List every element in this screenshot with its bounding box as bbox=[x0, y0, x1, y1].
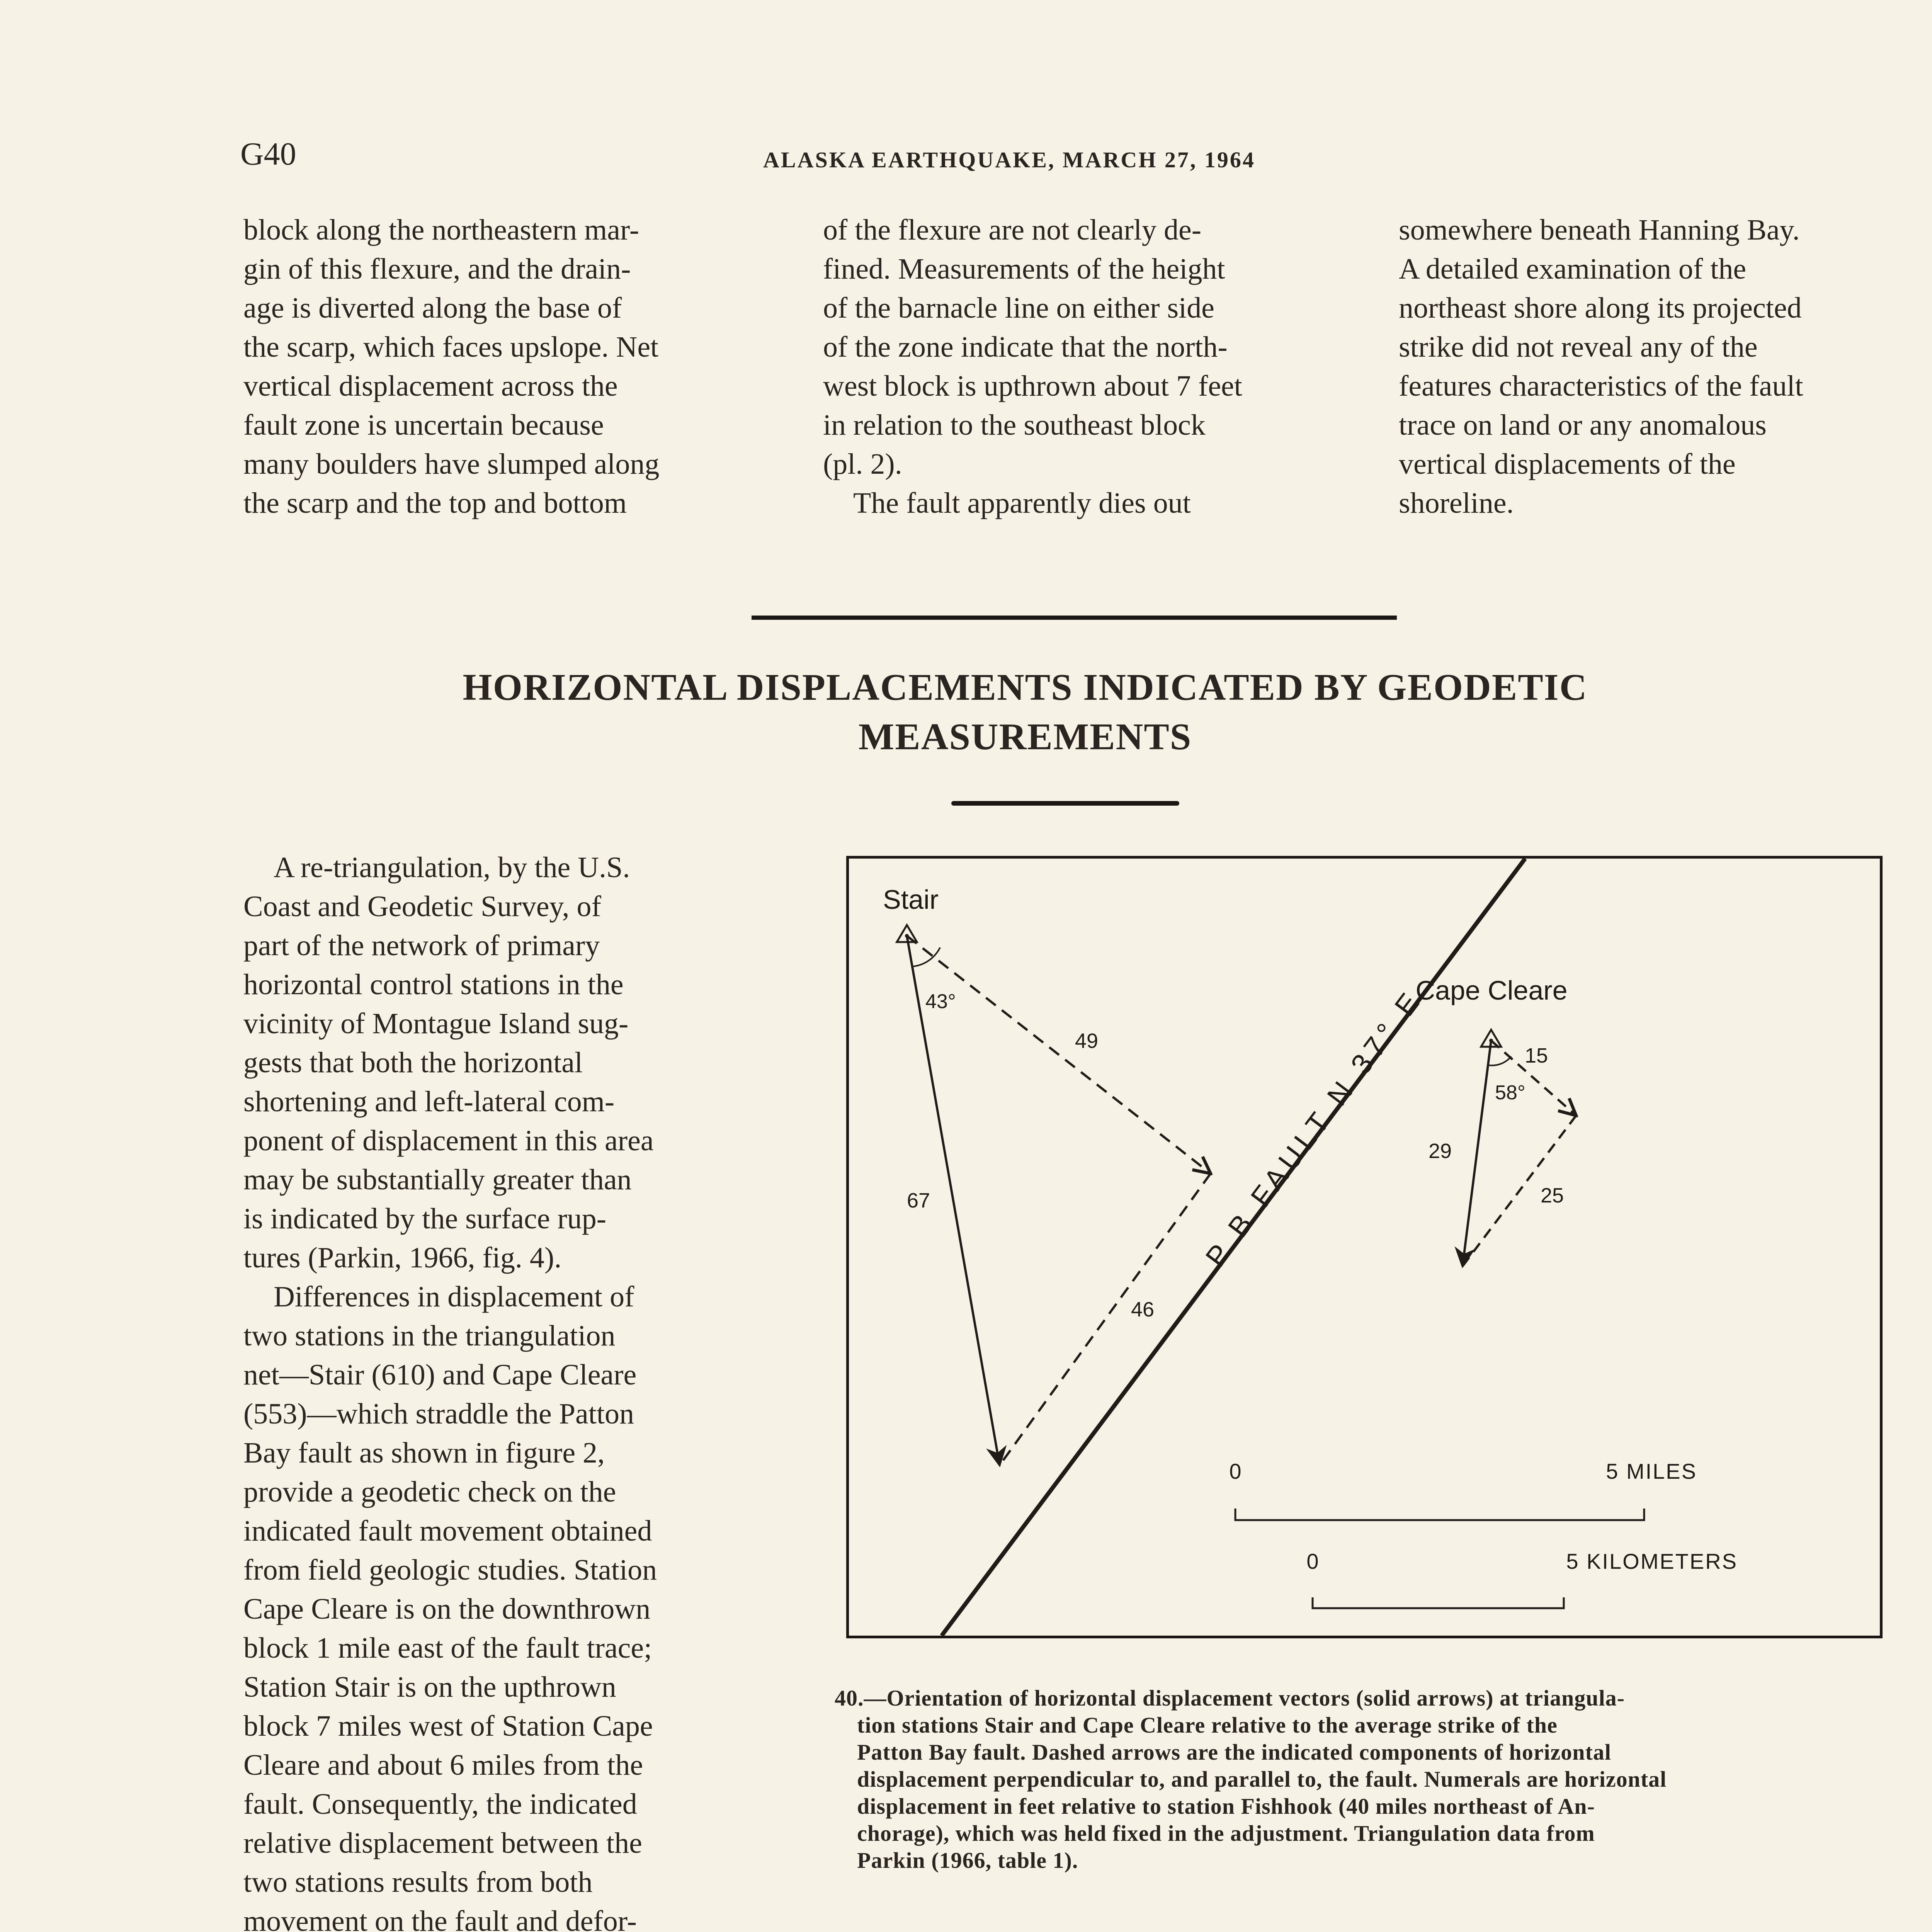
text-line: trace on land or any anomalous bbox=[1399, 409, 1767, 441]
text-line: provide a geodetic check on the bbox=[243, 1476, 616, 1508]
text-line: fault. Consequently, the indicated bbox=[243, 1788, 637, 1820]
section-heading bbox=[0, 663, 1932, 762]
text-line: two stations results from both bbox=[243, 1866, 593, 1898]
text-line: vertical displacements of the bbox=[1399, 448, 1736, 480]
top-column-3 bbox=[1399, 211, 1897, 523]
cape-parallel-value: 25 bbox=[1541, 1184, 1564, 1207]
text-line: horizontal control stations in the bbox=[243, 968, 624, 1001]
text-line: in relation to the southeast block bbox=[823, 409, 1206, 441]
text-line: of the flexure are not clearly de- bbox=[823, 214, 1202, 246]
text-line: of the barnacle line on either side bbox=[823, 292, 1214, 324]
text-line: two stations in the triangulation bbox=[243, 1320, 616, 1352]
miles-scale-label: 5 MILES bbox=[1606, 1459, 1697, 1483]
text-line: may be substantially greater than bbox=[243, 1163, 632, 1196]
text-line: net—Stair (610) and Cape Cleare bbox=[243, 1359, 637, 1391]
top-column-2 bbox=[823, 211, 1318, 523]
miles-scale-bar bbox=[1235, 1509, 1644, 1520]
text-line: Bay fault as shown in figure 2, bbox=[243, 1437, 605, 1469]
text-line: strike did not reveal any of the bbox=[1399, 331, 1758, 363]
text-line: Cleare and about 6 miles from the bbox=[243, 1749, 643, 1781]
km-scale-zero: 0 bbox=[1306, 1549, 1319, 1573]
stair-total-value: 67 bbox=[907, 1189, 930, 1212]
stair-perpendicular-value: 49 bbox=[1075, 1029, 1099, 1053]
text-line: (pl. 2). bbox=[823, 448, 902, 480]
section-heading-line-1: HORIZONTAL DISPLACEMENTS INDICATED BY GEODETIC bbox=[463, 667, 1588, 708]
text-line: A re-triangulation, by the U.S. bbox=[274, 851, 630, 884]
caption-line: chorage), which was held fixed in the adjustment. Triangulation data from bbox=[857, 1821, 1595, 1846]
text-line: relative displacement between the bbox=[243, 1827, 642, 1859]
section-rule-top bbox=[752, 616, 1397, 620]
text-line: many boulders have slumped along bbox=[243, 448, 660, 480]
text-line: from field geologic studies. Station bbox=[243, 1554, 657, 1586]
text-line: features characteristics of the fault bbox=[1399, 370, 1803, 402]
figure-caption bbox=[835, 1685, 1870, 1874]
stair-angle-label: 43° bbox=[925, 990, 956, 1013]
text-line: shortening and left-lateral com- bbox=[243, 1085, 615, 1118]
text-line: Station Stair is on the upthrown bbox=[243, 1671, 616, 1703]
stair-perpendicular-component bbox=[907, 936, 1211, 1173]
text-line: west block is upthrown about 7 feet bbox=[823, 370, 1242, 402]
section-rule-bottom bbox=[951, 801, 1179, 806]
text-line: part of the network of primary bbox=[243, 929, 600, 962]
text-line: (553)—which straddle the Patton bbox=[243, 1398, 634, 1430]
fault-label: P B FAULT N 37° E bbox=[1199, 983, 1429, 1273]
text-line: A detailed examination of the bbox=[1399, 253, 1747, 285]
section-heading-line-2: MEASUREMENTS bbox=[858, 716, 1192, 758]
stair-label: Stair bbox=[883, 884, 939, 915]
cape-perpendicular-value: 15 bbox=[1525, 1044, 1548, 1067]
text-line: gin of this flexure, and the drain- bbox=[243, 253, 631, 285]
figure-40-diagram bbox=[849, 859, 1880, 1636]
caption-line: 40.—Orientation of horizontal displacement vectors (solid arrows) at triangula- bbox=[835, 1685, 1625, 1711]
text-line: tures (Parkin, 1966, fig. 4). bbox=[243, 1242, 562, 1274]
text-line: northeast shore along its projected bbox=[1399, 292, 1802, 324]
text-line: block 7 miles west of Station Cape bbox=[243, 1710, 653, 1742]
caption-line: displacement perpendicular to, and parallel to, the fault. Numerals are horizontal bbox=[857, 1767, 1667, 1792]
text-line: ponent of displacement in this area bbox=[243, 1124, 654, 1157]
stair-parallel-value: 46 bbox=[1131, 1298, 1155, 1321]
text-line: vicinity of Montague Island sug- bbox=[243, 1007, 629, 1040]
text-line: indicated fault movement obtained bbox=[243, 1515, 652, 1547]
text-line: shoreline. bbox=[1399, 487, 1514, 519]
text-line: somewhere beneath Hanning Bay. bbox=[1399, 214, 1800, 246]
text-line: fault zone is uncertain because bbox=[243, 409, 604, 441]
text-line: Differences in displacement of bbox=[274, 1281, 634, 1313]
left-column bbox=[243, 848, 742, 1932]
cape-angle-label: 58° bbox=[1495, 1082, 1526, 1104]
page-number: G40 bbox=[240, 136, 296, 172]
angle-arc bbox=[1489, 1056, 1511, 1065]
text-line: gests that both the horizontal bbox=[243, 1046, 583, 1079]
text-line: is indicated by the surface rup- bbox=[243, 1202, 607, 1235]
top-column-1 bbox=[243, 211, 742, 523]
text-line: The fault apparently dies out bbox=[853, 487, 1191, 519]
text-line: the scarp, which faces upslope. Net bbox=[243, 331, 659, 363]
caption-line: tion stations Stair and Cape Cleare relative to the average strike of the bbox=[857, 1713, 1558, 1738]
caption-line: Parkin (1966, table 1). bbox=[857, 1848, 1078, 1873]
caption-line: displacement in feet relative to station Fishhook (40 miles northeast of An- bbox=[857, 1794, 1595, 1819]
text-line: Cape Cleare is on the downthrown bbox=[243, 1593, 651, 1625]
running-title: ALASKA EARTHQUAKE, MARCH 27, 1964 bbox=[763, 147, 1255, 172]
text-line: movement on the fault and defor- bbox=[243, 1905, 637, 1932]
text-line: of the zone indicate that the north- bbox=[823, 331, 1228, 363]
text-line: block 1 mile east of the fault trace; bbox=[243, 1632, 652, 1664]
text-line: block along the northeastern mar- bbox=[243, 214, 639, 246]
text-line: vertical displacement across the bbox=[243, 370, 618, 402]
caption-line: Patton Bay fault. Dashed arrows are the indicated components of horizontal bbox=[857, 1740, 1611, 1765]
miles-scale-zero: 0 bbox=[1229, 1459, 1242, 1483]
text-line: Coast and Geodetic Survey, of bbox=[243, 890, 601, 923]
cape-total-value: 29 bbox=[1429, 1139, 1452, 1163]
text-line: fined. Measurements of the height bbox=[823, 253, 1225, 285]
text-line: the scarp and the top and bottom bbox=[243, 487, 627, 519]
km-scale-bar bbox=[1313, 1597, 1564, 1608]
figure-40 bbox=[846, 856, 1883, 1638]
cape-cleare-label: Cape Cleare bbox=[1415, 975, 1568, 1005]
km-scale-label: 5 KILOMETERS bbox=[1566, 1549, 1738, 1573]
text-line: age is diverted along the base of bbox=[243, 292, 622, 324]
